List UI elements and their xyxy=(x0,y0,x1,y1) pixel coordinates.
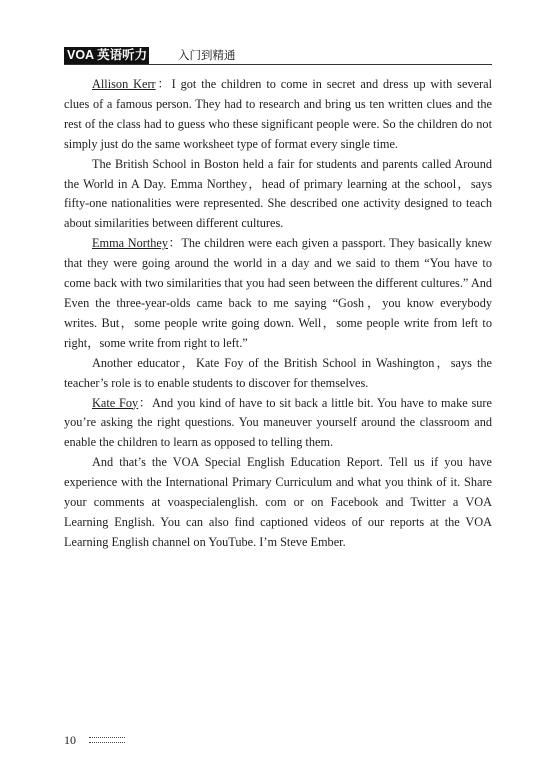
speaker-name: Emma Northey xyxy=(92,236,169,251)
page-number: 10 xyxy=(64,733,76,748)
paragraph-another-educator xyxy=(64,354,492,394)
paragraph-closing xyxy=(64,453,492,553)
paragraph-allison-kerr xyxy=(64,75,492,155)
book-title-badge: VOA 英语听力 xyxy=(64,47,149,64)
book-subtitle: 入门到精通 xyxy=(178,48,236,62)
paragraph-british-school-boston xyxy=(64,155,492,235)
body-text xyxy=(64,75,492,553)
page-footer xyxy=(64,731,125,747)
paragraph-text: Another educator，Kate Foy of the British School in Washington，says the teacher’s role is to enable students to discover for themselves. xyxy=(64,355,492,390)
paragraph-text: ：And you kind of have to sit back a little bit. You have to make sure you’re asking the right questions. You maneuver yourself around the classroom and enable the children to learn as opposed to telling them. xyxy=(64,395,492,450)
speaker-name: Kate Foy xyxy=(92,395,139,410)
header-rule xyxy=(64,64,492,65)
paragraph-emma-northey xyxy=(64,234,492,353)
paragraph-text: ：I got the children to come in secret and dress up with several clues of a famous person. They had to research and bring us ten written clues and the rest of the class had to guess who these significant people were. So the children do not simply just do the same worksheet type of format every single time. xyxy=(64,77,492,151)
running-header xyxy=(64,46,492,66)
paragraph-text: ：The children were each given a passport. They basically knew that they were going around the world in a day and we said to them “You have to come back with two similarities that you had seen between the different cultures.” And Even the three-year-olds came back to me saying “Gosh，you know everybody writes. But，some people write going down. Well，some people write from left to right，some write from right to left.” xyxy=(64,236,492,350)
footer-ornament xyxy=(89,737,125,743)
paragraph-text: And that’s the VOA Special English Education Report. Tell us if you have experience with the International Primary Curriculum and what you think of it. Share your comments at voaspecialenglish. com or on Facebook and Twitter a VOA Learning English. You can also find captioned videos of our reports at the VOA Learning English channel on YouTube. I’m Steve Ember. xyxy=(64,455,492,549)
paragraph-kate-foy xyxy=(64,394,492,454)
speaker-name: Allison Kerr xyxy=(92,77,156,91)
paragraph-text: The British School in Boston held a fair for students and parents called Around the World in A Day. Emma Northey，head of primary learning at the school，says fifty-one nationalities were represented. She described one activity designed to teach about similarities between different cultures. xyxy=(64,156,492,231)
